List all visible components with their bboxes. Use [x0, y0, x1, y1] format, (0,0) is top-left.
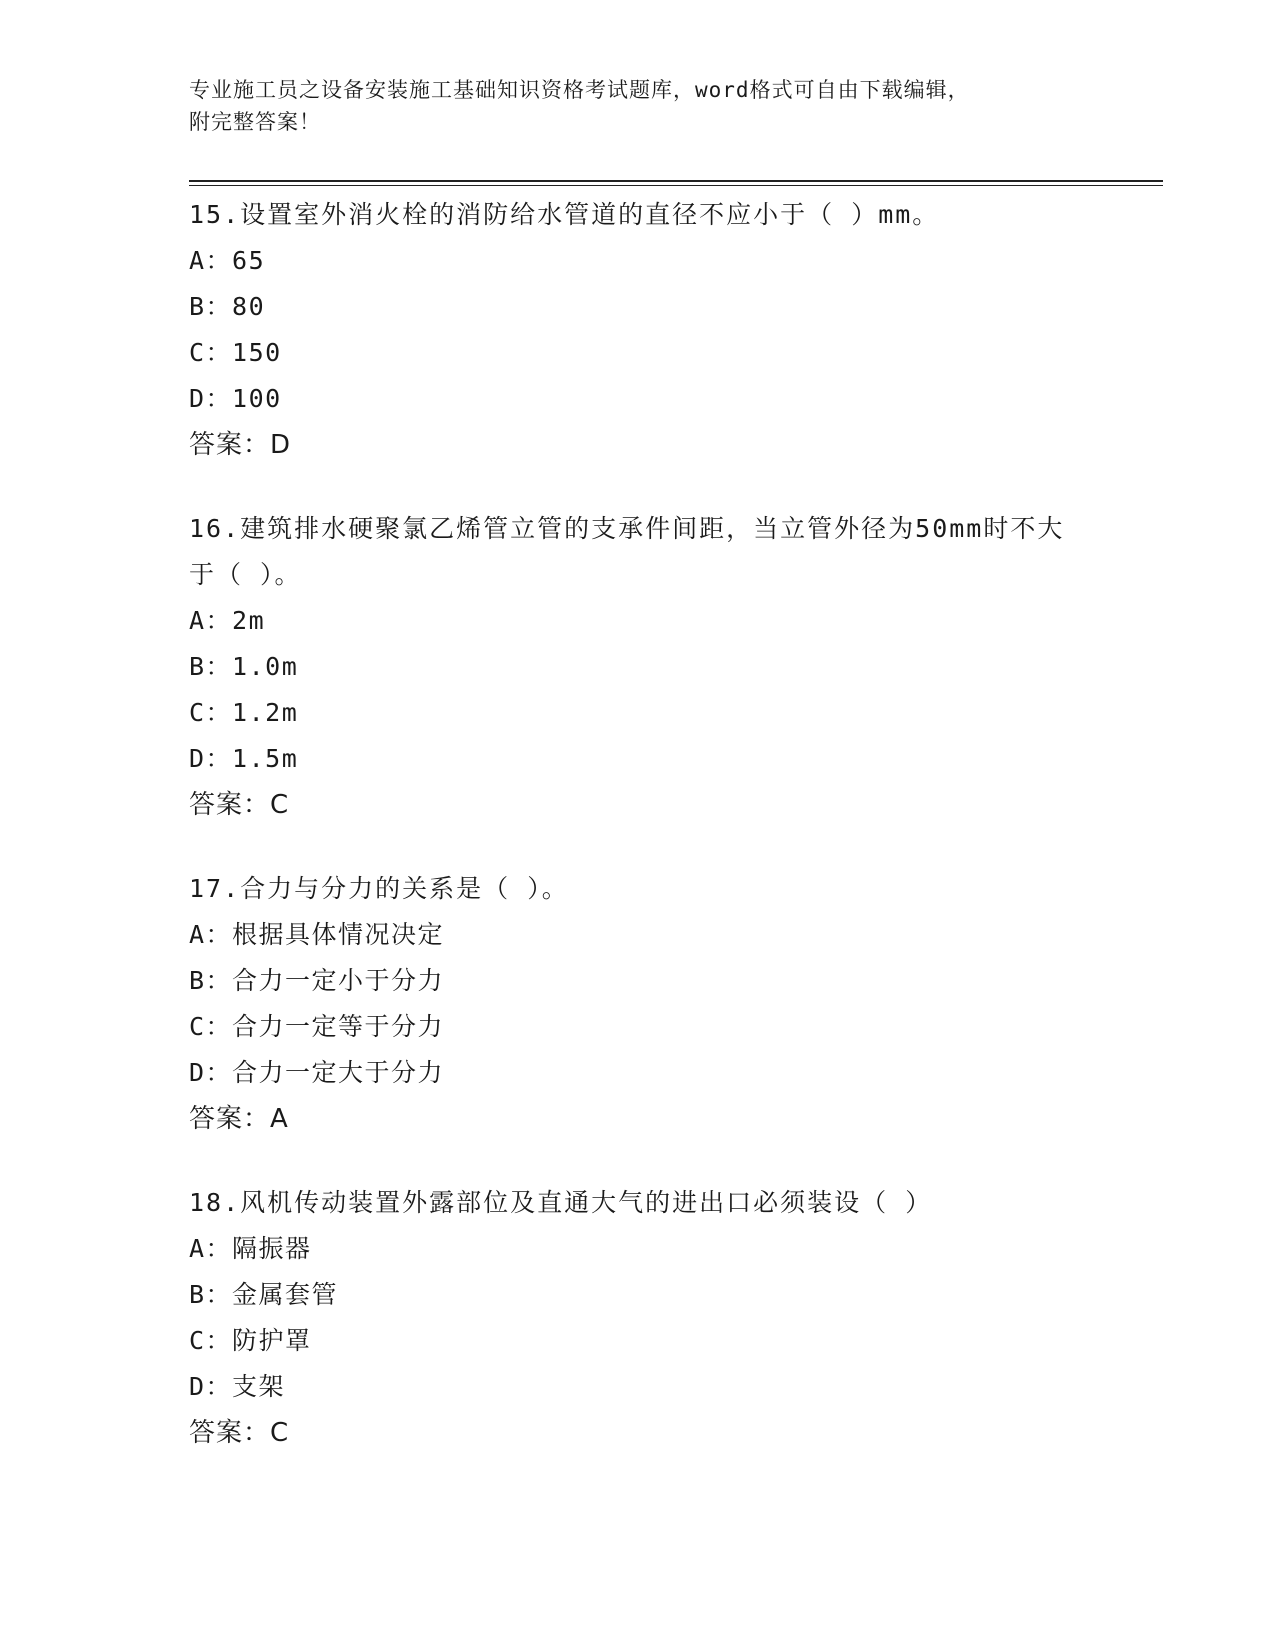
question-text: 17.合力与分力的关系是（ ）。 [189, 874, 569, 903]
question-text: 16.建筑排水硬聚氯乙烯管立管的支承件间距，当立管外径为50mm时不大于（ ）。 [189, 514, 1065, 589]
question-18 [189, 1180, 1089, 1456]
answer-line: 答案：A [189, 1104, 289, 1134]
document-header [189, 74, 1089, 138]
option-b: B：合力一定小于分力 [189, 966, 445, 995]
option-b: B：1.0m [189, 652, 299, 681]
option-a: A：隔振器 [189, 1234, 312, 1263]
option-b: B：金属套管 [189, 1280, 339, 1309]
option-c: C：防护罩 [189, 1326, 312, 1355]
option-d: D：1.5m [189, 744, 299, 773]
answer-line: 答案：D [189, 430, 292, 460]
option-c: C：合力一定等于分力 [189, 1012, 445, 1041]
header-divider-thin [189, 185, 1163, 186]
question-17 [189, 866, 1089, 1142]
question-16 [189, 506, 1089, 828]
header-line-1: 专业施工员之设备安装施工基础知识资格考试题库，word格式可自由下载编辑， [189, 78, 970, 102]
question-text: 15.设置室外消火栓的消防给水管道的直径不应小于（ ）mm。 [189, 200, 940, 229]
header-divider-thick [189, 180, 1163, 182]
answer-line: 答案：C [189, 790, 290, 820]
answer-line: 答案：C [189, 1418, 290, 1448]
option-d: D：100 [189, 384, 282, 413]
option-c: C：150 [189, 338, 282, 367]
question-15 [189, 192, 1089, 468]
option-d: D：支架 [189, 1372, 286, 1401]
question-text: 18.风机传动装置外露部位及直通大气的进出口必须装设（ ） [189, 1188, 933, 1217]
option-d: D：合力一定大于分力 [189, 1058, 445, 1087]
option-b: B：80 [189, 292, 266, 321]
option-a: A：65 [189, 246, 266, 275]
question-list [189, 192, 1089, 1494]
option-a: A：根据具体情况决定 [189, 920, 445, 949]
option-a: A：2m [189, 606, 266, 635]
header-line-2: 附完整答案！ [189, 110, 321, 134]
option-c: C：1.2m [189, 698, 299, 727]
